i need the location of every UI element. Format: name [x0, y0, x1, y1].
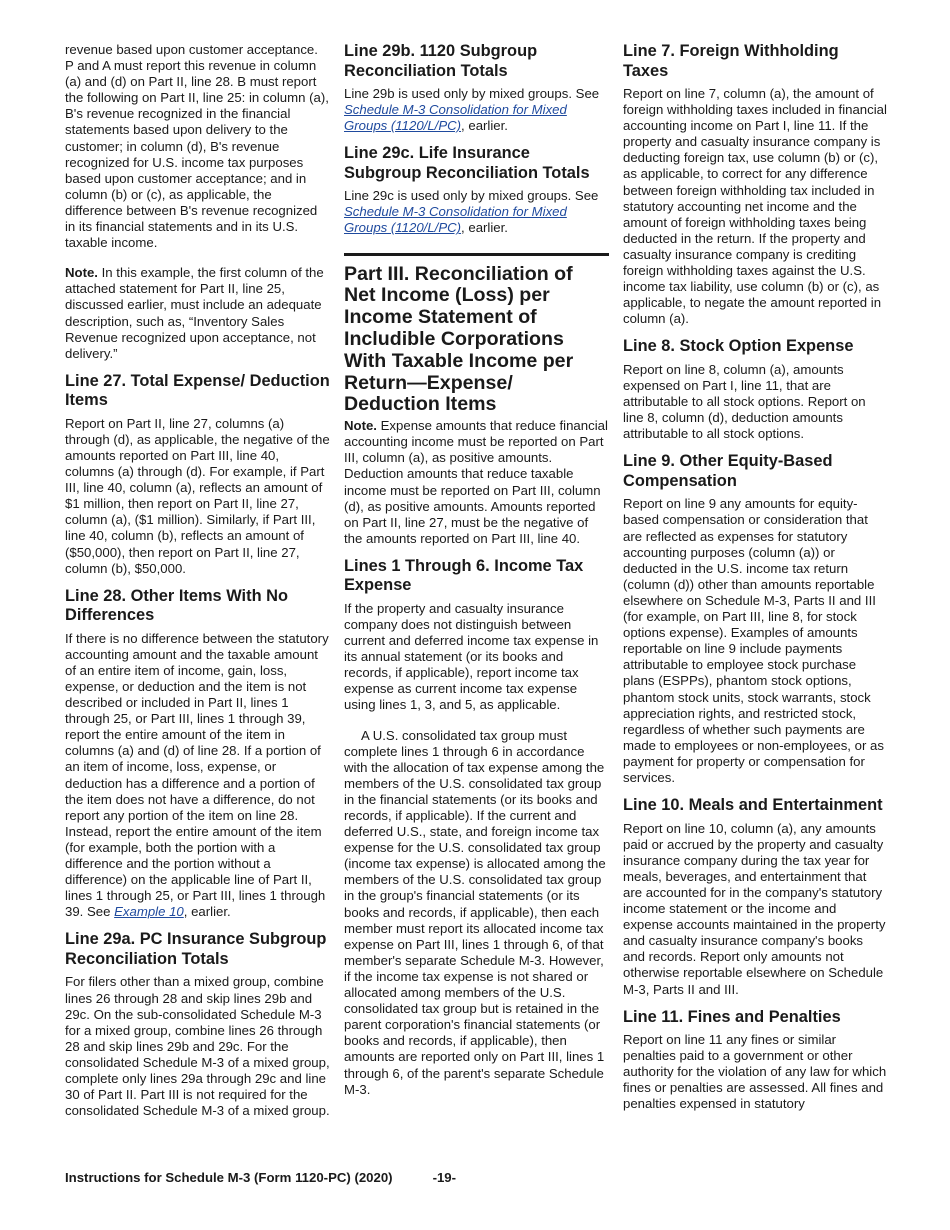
column-3 — [623, 42, 888, 1113]
heading-line-29b: Line 29b. 1120 Subgroup Reconciliation Totals — [344, 42, 538, 80]
paragraph-line-29c-end: , earlier. — [461, 220, 508, 236]
heading-lines-1-6: Lines 1 Through 6. Income Tax Expense — [344, 556, 584, 595]
link-m3-consolidation-mixed-groups-2[interactable]: Schedule M-3 Consolidation for Mixed Groups (1120/L/PC) — [344, 204, 567, 236]
paragraph-lines-1-6-a: If the property and casualty insurance company does not distinguish between current and deferred income tax expense in its annual statement (or its books and records, if applicable), report income tax expense as current income tax expense using lines 1, 3, and 5, as applicable. — [344, 600, 599, 713]
paragraph-line-11: Report on line 11 any fines or similar penalties paid to a government or other authority for the violation of any law for which fines or penalties are assessed. All fines and penalties expensed in statutory — [623, 1032, 887, 1112]
paragraph-lines-1-6-b: A U.S. consolidated tax group must complete lines 1 through 6 in accordance with the allocation of tax expense among the members of the U.S. consolidated tax group in the financial statements (or its books and records, if applicable). If the current and deferred U.S., state, and foreign income tax expense for the U.S. consolidated tax group (income tax expense) is allocated among the members of the U.S. consolidated tax group in the group's financial statements (or its books and records, if applicable), then each member must report its allocated income tax expense on Part III, lines 1 through 6, of that member's separate Schedule M-3. However, if the income tax expense is not shared or allocated among members of the U.S. consolidated tax group but is retained in the parent corporation's financial statements (or books and records, if applicable), then amounts are reported only on Part III, lines 1 through 6, of the parent's separate Schedule M-3. — [344, 727, 606, 1097]
heading-line-10: Line 10. Meals and Entertainment — [623, 796, 883, 815]
heading-part-iii: Part III. Reconciliation of Net Income (Loss) per Income Statement of Includible Corporations With Taxable Income per Return—Expense/ Deduction Items — [344, 262, 574, 416]
link-m3-consolidation-mixed-groups[interactable]: Schedule M-3 Consolidation for Mixed Groups (1120/L/PC) — [344, 102, 567, 134]
paragraph-line-29a: For filers other than a mixed group, combine lines 26 through 28 and skip lines 29b and 29c. On the sub-consolidated Schedule M-3 for a mixed group, combine lines 26 through 28 and skip lines 29b and 29c. For the consolidated Schedule M-3 of a mixed group, complete only lines 29a through 29c and line 30 of Part II. Part III is not required for the consolidated Schedule M-3 of a mixed group. — [65, 974, 330, 1119]
heading-line-8: Line 8. Stock Option Expense — [623, 337, 854, 356]
note-label: Note. — [65, 265, 98, 281]
page-number: -19- — [432, 1170, 457, 1185]
page-footer — [65, 1170, 456, 1185]
paragraph-line-28-text: If there is no difference between the statutory accounting amount and the taxable amount of an entire item of income, gain, loss, expense, or deduction and the item is not described or included in Part II, lines 1 through 25, or Part III, lines 1 through 39, report the entire amount of the item in columns (a) and (d) of line 28. If a portion of an item of income, loss, expense, or deduction has a difference and a portion of the item does not have a difference, do not report any portion of the item on line 28. Instead, report the entire amount of the item (for example, both the portion with a difference and the portion without a difference) on the applicable line of Part II, lines 1 through 25, or Part III, lines 1 through 39. See — [65, 630, 329, 920]
paragraph-line-29b-end: , earlier. — [461, 118, 508, 134]
heading-line-7: Line 7. Foreign Withholding Taxes — [623, 42, 839, 80]
paragraph-line-29b-text: Line 29b is used only by mixed groups. See — [344, 86, 600, 101]
note-text: Expense amounts that reduce financial accounting income must be reported on Part III, column (a), as positive amounts. Deduction amounts that reduce taxable income must be reported on Part III, column (d), as positive amounts. Amounts reported on Part II, line 27, must be the negative of the amounts reported on Part III, line 40. — [344, 418, 608, 546]
footer-title: Instructions for Schedule M-3 (Form 1120-PC) (2020) — [65, 1170, 393, 1185]
note-paragraph — [65, 265, 330, 362]
paragraph-line-29c — [344, 188, 609, 236]
column-2 — [344, 42, 609, 1098]
column-1 — [65, 42, 330, 1119]
paragraph-line-29c-text: Line 29c is used only by mixed groups. See — [344, 188, 599, 204]
heading-line-11: Line 11. Fines and Penalties — [623, 1007, 841, 1026]
note-paragraph-part-iii — [344, 418, 609, 547]
heading-line-28: Line 28. Other Items With No Differences — [65, 586, 288, 625]
paragraph-line-27: Report on Part II, line 27, columns (a) through (d), as applicable, the negative of the amounts reported on Part III, line 40, columns (a) through (d). For example, if Part III, line 40, column (a), reflects an amount of $1 million, then report on Part II, line 27, column (a), ($1 million). Similarly, if Part III, line 40, column (b), reflects an amount of ($50,000), then report on Part II, line 27, column (b), $50,000. — [65, 415, 330, 576]
paragraph-line-10: Report on line 10, column (a), any amounts paid or accrued by the property and casualty insurance company during the tax year for meals, beverages, and entertainment that are accounted for in the company's statutory income statement or the income and expense accounts maintained in the property and casualty insurance company's books and records. Report only amounts not otherwise reportable elsewhere on Schedule M-3, Parts II and III. — [623, 820, 886, 997]
note-text: In this example, the first column of the attached statement for Part II, line 25, discussed earlier, must include an adequate description, such as, “Inventory Sales Revenue recognized upon acceptance, not delivery.” — [65, 265, 324, 361]
heading-line-27: Line 27. Total Expense/ Deduction Items — [65, 371, 330, 410]
paragraph-line-29b — [344, 86, 609, 134]
section-divider — [344, 253, 609, 256]
paragraph-line-9: Report on line 9 any amounts for equity-based compensation or consideration that are reflected as expenses for statutory accounting purposes (column (a)) or deducted in the U.S. income tax return (column (d)) other than amounts reportable elsewhere on Schedule M-3, Parts II and III (for example, on Part III, line 8, for stock options expense). Examples of amounts reportable on line 9 include payments attributable to employee stock purchase plans (ESPPs), phantom stock options, phantom stock units, stock warrants, stock appreciation rights, and restricted stock, regardless of whether such payments are made to employees or non-employees, or as payment for property or compensation for services. — [623, 496, 884, 785]
paragraph-line-7: Report on line 7, column (a), the amount of foreign withholding taxes included in financial accounting income on Part I, line 11. If the property and casualty insurance company is deducting foreign tax, use column (b) or (c), as applicable, to correct for any difference between foreign withholding tax included in statutory accounting net income and the amount of foreign withholding taxes being deducted in the return. If the property and casualty insurance company is crediting foreign withholding taxes against the U.S. income tax liability, use column (b) or (c), as applicable, to negate the amount reported in column (a). — [623, 86, 887, 327]
heading-line-29a: Line 29a. PC Insurance Subgroup Reconciliation Totals — [65, 930, 327, 968]
note-label: Note. — [344, 418, 377, 434]
paragraph-line-28-end: , earlier. — [183, 904, 231, 920]
heading-line-9: Line 9. Other Equity-Based Compensation — [623, 452, 833, 490]
heading-line-29c: Line 29c. Life Insurance Subgroup Reconciliation Totals — [344, 144, 590, 182]
paragraph-example-continued: revenue based upon customer acceptance. P and A must report this revenue in column (a) and (d) on Part II, line 28. B must report the following on Part II, line 25: in column (a), B's revenue recognized in the financial statements based upon delivery to the customer; in column (d), B's revenue recognized for U.S. income tax purposes based upon customer acceptance; and in column (b) or (c), as applicable, the difference between B's revenue recognized in its financial statements and in its U.S. taxable income. — [65, 42, 329, 251]
paragraph-line-8: Report on line 8, column (a), amounts expensed on Part I, line 11, that are attributable to all stock options. Report on line 8, column (d), deduction amounts attributable to all stock options. — [623, 361, 866, 442]
link-example-10[interactable]: Example 10 — [114, 904, 184, 920]
paragraph-line-28 — [65, 631, 330, 921]
